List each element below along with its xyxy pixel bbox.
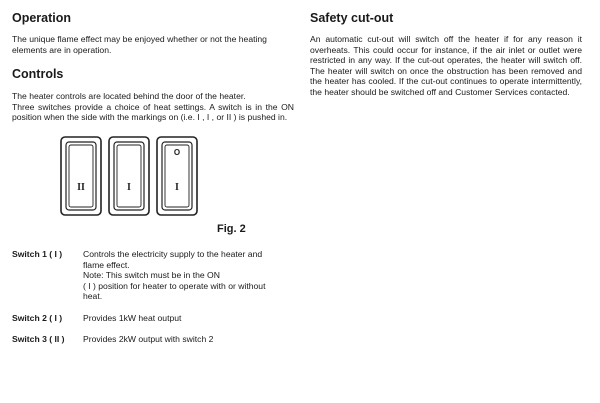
switch-mark-ii: II — [77, 182, 85, 193]
operation-text: The unique flame effect may be enjoyed whether or not the heating elements are in operation. — [12, 34, 267, 55]
switch-1-line: Controls the electricity supply to the heater and — [83, 249, 263, 259]
switch-3-description — [83, 334, 283, 345]
switch-mark-on: I — [175, 182, 179, 193]
switch-1-label: Switch 1 ( I ) — [12, 249, 63, 259]
switch-2-line: Provides 1kW heat output — [83, 313, 182, 323]
switch-ii-graphic — [61, 137, 101, 215]
switch-1-line: ( I ) position for heater to operate with or without — [83, 280, 266, 291]
controls-description: Three switches provide a choice of heat settings. A switch is in the ON position when the side with the markings on (i.e. I , I , or II ) is pushed in. — [12, 101, 294, 123]
switch-on-off-graphic — [157, 137, 197, 215]
switch-1-line: Note: This switch must be in the ON — [83, 270, 220, 281]
figure-label: Fig. 2 — [217, 223, 246, 235]
switch-3-line: Provides 2kW output with switch 2 — [83, 334, 214, 344]
switch-2-label: Switch 2 ( I ) — [12, 313, 63, 323]
safety-heading: Safety cut-out — [310, 11, 394, 25]
operation-heading: Operation — [12, 11, 72, 25]
safety-text: An automatic cut-out will switch off the heater if for any reason it overheats. This could occur for instance, if the air inlet or outlet were restricted in any way. If the cut-out operates, the heater will switch off. The heater will switch on once the obstruction has been removed and the heater has cooled. If the cut-out continues to operate intermittently, the heater should be switched off and Customer Services contacted. — [310, 34, 582, 97]
controls-intro: The heater controls are located behind the door of the heater. — [12, 91, 246, 101]
switch-panel-figure — [57, 133, 205, 217]
controls-heading: Controls — [12, 67, 64, 81]
switch-1-line: heat. — [83, 291, 103, 302]
switch-mark-off: O — [173, 148, 181, 157]
switch-2-description — [83, 313, 283, 324]
switch-mark-i: I — [127, 182, 131, 193]
switch-3-label: Switch 3 ( II ) — [12, 334, 65, 344]
switch-1-description — [83, 249, 283, 302]
switch-i-graphic — [109, 137, 149, 215]
switch-1-line: flame effect. — [83, 259, 130, 270]
